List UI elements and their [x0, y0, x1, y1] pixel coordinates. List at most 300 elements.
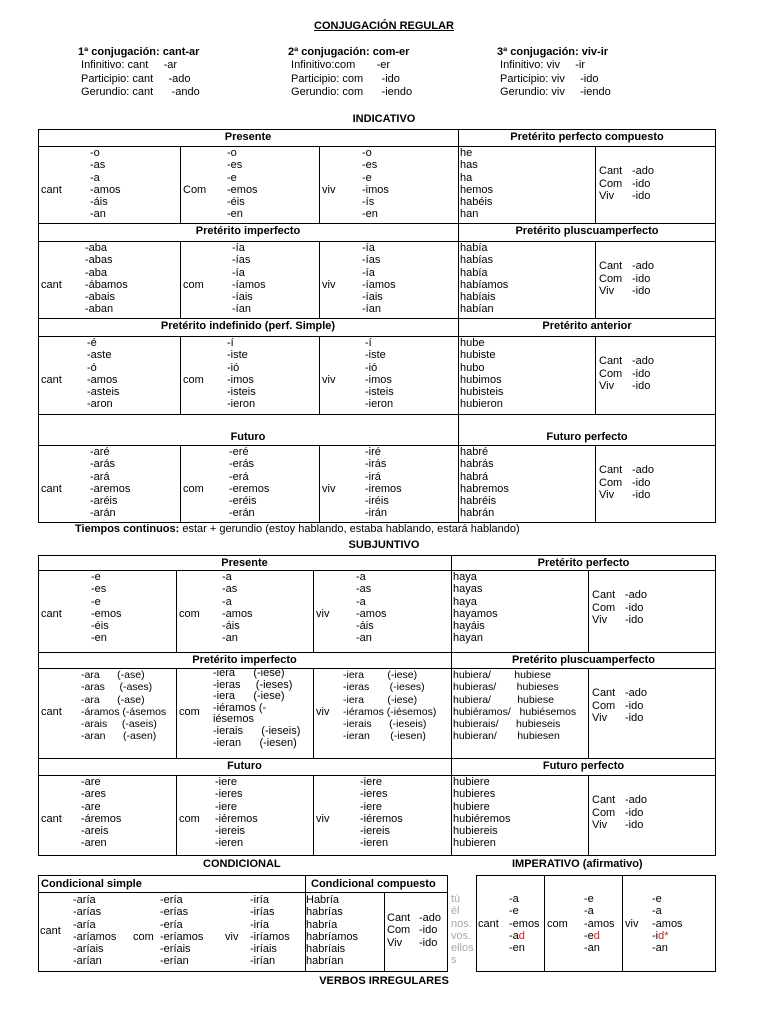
aux-verb-line: hayas — [453, 583, 483, 596]
ending-er-line: -eré — [229, 446, 249, 458]
ending-er-line: -iere — [215, 800, 238, 813]
participle-ending: -ado — [632, 260, 655, 273]
participle-row — [592, 687, 662, 699]
participle-row — [387, 924, 449, 936]
ending-ir-line: -ían — [362, 303, 381, 316]
tense-title: Futuro — [230, 431, 266, 443]
ending-ar — [85, 242, 128, 316]
ending-ir-line: -íamos — [362, 278, 396, 291]
ending-ir-line: -amos — [652, 917, 683, 930]
participle-row — [599, 190, 669, 202]
participle-stem: Com — [599, 367, 623, 380]
aux-verb-line: hubo — [460, 361, 485, 374]
col-divider — [180, 146, 181, 223]
participle-stem: Com — [592, 806, 616, 819]
aux-verb-line: hubiera/ hubiese — [453, 693, 554, 706]
col-divider — [319, 336, 320, 414]
ending-ar-line: -are — [81, 776, 101, 788]
participle-row — [592, 712, 662, 724]
col-divider — [180, 241, 181, 318]
participles — [387, 912, 449, 949]
ending-ar-line: -ábamos — [85, 278, 128, 291]
ending-er-line: -iere — [215, 776, 238, 788]
aux-verb-line: habré — [460, 446, 489, 458]
participle-ending: -ido — [625, 712, 644, 725]
conjugation-form-line: Participio: cant -ado — [78, 72, 191, 85]
block-divider — [38, 652, 716, 653]
col-divider — [319, 445, 320, 523]
ending-ar-line: -aran (-asen) — [81, 730, 157, 743]
ending-ir-line: -áis — [356, 620, 374, 633]
ending-er-line: -ieras (-ieses) — [213, 678, 293, 691]
col-divider — [180, 445, 181, 523]
tense-title-compound: Pretérito perfecto — [537, 557, 630, 569]
ending-ar-line: -é — [87, 337, 97, 349]
participle-stem: Viv — [387, 936, 403, 949]
ending-ir-line: -isteis — [365, 386, 394, 399]
participle-ending: -ido — [625, 699, 644, 712]
col-divider — [176, 775, 177, 856]
stem-er: com — [179, 812, 200, 825]
ending-ir-line: -a — [652, 905, 662, 918]
ending-ar-line: -aría — [73, 894, 96, 906]
participle-stem: Viv — [599, 380, 615, 393]
ending-ir-line: -iereis — [360, 825, 390, 838]
participle-stem: Cant — [599, 464, 623, 477]
aux-verb-line: hubiste — [460, 349, 496, 362]
aux-verb-line: habríais — [306, 943, 346, 956]
ending-er-line: -ieren — [215, 837, 244, 850]
ending-ir-line: -as — [356, 583, 372, 596]
participle-row — [592, 700, 662, 712]
ending-ar-line: -arían — [73, 955, 102, 968]
ending-er-line: -isteis — [227, 386, 256, 399]
ending-er-line: -eremos — [229, 482, 270, 495]
participle-row — [592, 614, 662, 626]
ending-er-line: -a — [222, 595, 232, 608]
aux-verb-line: hubiera/ hubiese — [453, 669, 552, 681]
ending-ar-line: -aba — [85, 242, 108, 254]
continuos-text: estar + gerundio (estoy hablando, estaba hablando, estará hablando) — [179, 523, 520, 535]
participle-stem: Cant — [592, 794, 616, 807]
aux-verb — [306, 894, 358, 968]
tense-title: Futuro — [227, 760, 262, 772]
aux-verb-line: hubieren — [453, 837, 496, 850]
ending-ar-line: -aron — [87, 398, 113, 411]
ending-er-line: -a — [222, 571, 232, 583]
ending-ir — [343, 669, 436, 743]
aux-verb-line: habréis — [460, 495, 497, 508]
participle-ending: -ado — [625, 794, 648, 807]
ending-ar-line: -a — [509, 893, 519, 905]
participle-row — [599, 260, 669, 272]
col-divider — [588, 775, 589, 856]
ending-ar — [81, 776, 121, 850]
participles — [599, 260, 669, 297]
tense-title-compound: Pretérito anterior — [542, 320, 632, 332]
stem-ar: cant — [41, 705, 62, 718]
continuos-note — [75, 523, 520, 535]
participle-ending: -ado — [632, 464, 655, 477]
stem-ir: viv — [316, 705, 330, 718]
ending-ar-line: -aremos — [90, 482, 131, 495]
ending-ir-line: -a — [356, 571, 366, 583]
col-divider — [176, 668, 177, 758]
ending-ar-line: -an — [90, 208, 106, 221]
ending-ar-line: -e — [509, 905, 519, 918]
ending-ir-line: -ías — [362, 254, 381, 267]
ending-er-line — [584, 930, 615, 942]
participles — [599, 355, 669, 392]
ending-ir — [356, 571, 387, 645]
tense-title: Pretérito indefinido (perf. Simple) — [160, 320, 336, 332]
ending-er — [232, 242, 266, 316]
participle-row — [599, 489, 669, 501]
ending-ar-line: -aste — [87, 349, 112, 362]
ending-ar-line: -arais (-aseis) — [81, 718, 157, 731]
col-divider — [319, 241, 320, 318]
ending-ir-line — [652, 930, 683, 942]
tense-title: Presente — [221, 557, 268, 569]
participle-row — [599, 285, 669, 297]
aux-verb — [453, 669, 576, 743]
ending-er-line: -an — [222, 632, 238, 645]
ending-er-line: -íais — [232, 291, 253, 304]
stem-ir: viv — [225, 930, 239, 943]
ending-ar-line: -as — [90, 159, 106, 172]
imperativo-persons-line: vos. — [451, 929, 472, 942]
aux-verb-line: habrías — [306, 906, 343, 919]
aux-verb-line: habrían — [306, 955, 344, 968]
ending-ar-line: -ara (-ase) — [81, 669, 145, 681]
ending-er-line: -ierais (-ieseis) — [213, 724, 301, 737]
aux-verb — [460, 446, 509, 520]
ending-ir-line: -ierais (-ieseis) — [343, 718, 427, 731]
stem-ir: viv — [322, 373, 336, 386]
ending-ar — [81, 669, 166, 743]
col-divider — [313, 570, 314, 652]
col-divider — [313, 775, 314, 856]
imperativo-heading: IMPERATIVO (afirmativo) — [512, 858, 643, 870]
ending-er-line: -erían — [160, 955, 189, 968]
aux-verb-line: habíais — [460, 291, 496, 304]
participle-ending: -ido — [632, 177, 651, 190]
aux-verb-line: haya — [453, 595, 477, 608]
ending-ar-line: -ara (-ase) — [81, 693, 145, 706]
ending-er — [584, 893, 615, 954]
participle-ending: -ido — [625, 601, 644, 614]
participle-ending: -ado — [632, 165, 655, 178]
ending-ar-line: -arías — [73, 906, 102, 919]
stem-er: com — [179, 607, 200, 620]
ending-er-line: -erán — [229, 507, 255, 520]
ending-ir-line: -iremos — [365, 482, 402, 495]
aux-verb-line: ha — [460, 171, 473, 184]
conjugation-form-line: Infinitivo:com -er — [288, 59, 391, 71]
imperativo-persons-line: nos. — [451, 917, 472, 930]
ending-ar-line: -áis — [90, 196, 108, 209]
tense-title: Presente — [224, 131, 272, 143]
tense-title-compound: Futuro perfecto — [546, 431, 628, 443]
imperativo-persons — [451, 893, 474, 967]
participle-stem: Com — [599, 177, 623, 190]
ending-ar — [90, 147, 121, 221]
aux-verb — [460, 147, 493, 221]
participle-row — [599, 464, 669, 476]
aux-verb-line: habrán — [460, 507, 495, 520]
aux-verb-line: habremos — [460, 482, 509, 495]
ending-er-line: -ía — [232, 242, 245, 254]
participle-stem: Viv — [599, 190, 615, 203]
ending-ir-line: -ía — [362, 242, 375, 254]
ending-ar — [509, 893, 540, 954]
ending-ir-line: -irá — [365, 470, 381, 483]
participle-row — [592, 807, 662, 819]
tense-title-compound: Futuro perfecto — [542, 760, 625, 772]
aux-verb-line: habéis — [460, 196, 493, 209]
block-divider — [38, 758, 716, 759]
ending-er-line: -iereis — [215, 825, 245, 838]
indicativo-heading: INDICATIVO — [352, 113, 416, 125]
ending-ar — [87, 337, 119, 411]
ending-er-line: -o — [227, 147, 237, 159]
ending-er-line: -eríamos — [160, 930, 204, 943]
ending-ir — [362, 242, 396, 316]
ending-ar-line: -ará — [90, 470, 110, 483]
aux-verb-line: hubiere — [453, 800, 490, 813]
ending-ir-line: -e — [652, 893, 662, 905]
participle-stem: Cant — [599, 260, 623, 273]
aux-verb-line: hubiereis — [453, 825, 498, 838]
ending-er-line: -en — [227, 208, 243, 221]
ending-ar-line: -éis — [91, 620, 109, 633]
ending-ir-line: -iere — [360, 776, 383, 788]
aux-verb-line: habías — [460, 254, 494, 267]
condicional-compuesto-title: Condicional compuesto — [311, 878, 436, 890]
ending-ir-line: -e — [362, 171, 372, 184]
ending-ir-line: -imos — [365, 373, 392, 386]
ending-er-line: -ías — [232, 254, 251, 267]
ending-er-line: -a — [584, 905, 594, 918]
aux-verb-line: habíamos — [460, 278, 509, 291]
condicional-simple-title: Condicional simple — [41, 878, 142, 890]
ending-ar-line: -e — [91, 595, 101, 608]
imperativo-divider — [544, 875, 545, 972]
conjugation-form-line: Gerundio: cant -ando — [78, 86, 200, 98]
ending-ar-line: -areis — [81, 825, 109, 838]
participle-row — [599, 273, 669, 285]
ending-ir-line: -ieran (-iesen) — [343, 730, 426, 743]
conjugation-form-line: Participio: viv -ido — [497, 72, 599, 85]
ending-ir-line: -an — [356, 632, 372, 645]
ending-ir-line: -ís — [362, 196, 375, 209]
aux-verb-line: hayan — [453, 632, 483, 645]
participle-ending: -ado — [419, 912, 442, 924]
ending-er-line: -iera (-iese) — [213, 667, 285, 679]
ending-ar-line: -abas — [85, 254, 113, 267]
imperativo-bottom — [476, 971, 716, 972]
block-divider — [38, 414, 716, 415]
participle-row — [599, 355, 669, 367]
stem-ar: cant — [41, 373, 62, 386]
ending-ir-line: -iríais — [250, 943, 277, 956]
participle-stem: Com — [592, 699, 616, 712]
vosotros-highlight: d — [593, 929, 600, 942]
ending-er-line: -imos — [227, 373, 254, 386]
ending-ir-line: -amos — [356, 607, 387, 620]
aux-verb-line: hubieras/ hubieses — [453, 681, 559, 694]
condicional-part-divider — [384, 892, 385, 972]
ending-ir-line: -ieren — [360, 837, 389, 850]
participle-row — [599, 368, 669, 380]
participle-ending: -ido — [632, 190, 651, 203]
stem-ir: viv — [625, 917, 639, 930]
participle-ending: -ido — [625, 806, 644, 819]
ending-ar — [90, 446, 130, 520]
ending-ar-line: -emos — [91, 607, 122, 620]
ending-er-line: -ieran (-iesen) — [213, 736, 297, 749]
subjuntivo-heading: SUBJUNTIVO — [348, 539, 420, 551]
participles — [599, 464, 669, 501]
ending-ir — [360, 776, 403, 850]
ending-ar-line: -o — [90, 147, 100, 159]
ending-er-line: -áis — [222, 620, 240, 633]
col-divider — [319, 146, 320, 223]
participle-stem: Com — [599, 272, 623, 285]
ending-ar-line: -aren — [81, 837, 107, 850]
ending-er-line: -ieron — [227, 398, 256, 411]
ending-ir-line: -iré — [365, 446, 381, 458]
ending-er — [215, 776, 258, 850]
ending-ar-line: -en — [509, 942, 525, 955]
aux-verb-line: hube — [460, 337, 485, 349]
participle-row — [387, 912, 449, 924]
table-center-divider — [451, 555, 452, 856]
participle-ending: -ado — [632, 355, 655, 368]
vosotros-highlight: d — [518, 929, 525, 942]
stem-er: com — [183, 482, 204, 495]
ending-ir-line: -iéramos (-iésemos) — [343, 705, 437, 718]
block-divider — [38, 223, 716, 224]
ending-ir — [365, 446, 402, 520]
aux-verb-line: hemos — [460, 183, 494, 196]
ending-ar — [73, 894, 116, 968]
aux-verb-line: hayáis — [453, 620, 485, 633]
ending-er — [213, 668, 300, 749]
imperativo-persons-line: él — [451, 905, 460, 918]
block-divider — [38, 318, 716, 319]
ending-er-line: -ió — [227, 361, 240, 374]
participle-stem: Com — [387, 924, 411, 937]
ending-er-line: -erás — [229, 458, 255, 471]
ending-ar-line: -arás — [90, 458, 116, 471]
ending-ir — [362, 147, 389, 221]
conjugation-form-line: Infinitivo: cant -ar — [78, 59, 178, 71]
ending-er-line: -éis — [227, 196, 245, 209]
participle-ending: -ido — [419, 924, 438, 937]
ending-ir-line: -an — [652, 942, 668, 955]
ending-ir-line: -iste — [365, 349, 386, 362]
ending-er-line: -an — [584, 942, 600, 955]
ending-ir-line: -iréis — [365, 495, 389, 508]
ending-ar-line: -a — [90, 171, 100, 184]
aux-verb-line: hubiéramos/ hubiésemos — [453, 705, 577, 718]
ending-ar-line: -aría — [73, 918, 96, 931]
ending-er-line: -ería — [160, 894, 183, 906]
ending-ir-line: -iría — [250, 894, 269, 906]
ending-ir-line: -irás — [365, 458, 387, 471]
ending-ar-line: -are — [81, 800, 101, 813]
ending-ar-line: -áremos — [81, 812, 122, 825]
tense-title-compound: Pretérito perfecto compuesto — [510, 131, 664, 143]
ending-ar-line: -aréis — [90, 495, 118, 508]
ending-ar-line: -aras (-ases) — [81, 681, 153, 694]
ending-ir-line: -ió — [365, 361, 378, 374]
participle-stem: Com — [599, 476, 623, 489]
participle-stem: Viv — [599, 285, 615, 298]
ending-er-line: -iera (-iese) — [213, 690, 285, 703]
imperativo-persons-line: tú — [451, 893, 461, 905]
stem-er: Com — [183, 183, 207, 196]
conjugation-heading: 2ª conjugación: com-er — [288, 46, 410, 58]
conjugation-form-line: Gerundio: com -iendo — [288, 86, 413, 98]
col-divider — [588, 668, 589, 758]
continuos-label: Tiempos continuos: — [75, 523, 180, 535]
ending-ir-line: -irías — [250, 906, 275, 919]
col-divider — [180, 336, 181, 414]
conjugation-heading: 1ª conjugación: cant-ar — [78, 46, 200, 58]
stem-er: com — [183, 278, 204, 291]
ending-er-line: iésemos — [213, 713, 254, 726]
participle-ending: -ido — [632, 367, 651, 380]
aux-verb-line: hubieres — [453, 788, 496, 801]
participle-row — [592, 819, 662, 831]
aux-verb-line: habríamos — [306, 930, 358, 943]
participle-ending: -ido — [632, 272, 651, 285]
ending-er-line: -ía — [232, 266, 245, 279]
aux-verb-line: hubierais/ hubieseis — [453, 718, 561, 731]
aux-verb — [453, 776, 510, 850]
participle-ending: -ido — [632, 476, 651, 489]
footer-heading: VERBOS IRREGULARES — [319, 975, 449, 987]
aux-verb-line: he — [460, 147, 473, 159]
participle-ending: -ido — [632, 380, 651, 393]
col-divider — [595, 445, 596, 523]
ending-er-line: -amos — [222, 607, 253, 620]
ending-er-line: -iéramos (- — [213, 701, 267, 714]
stem-ir: viv — [316, 607, 330, 620]
ending-ar-line: -asteis — [87, 386, 120, 399]
participle-ending: -ido — [632, 285, 651, 298]
stem-ar: cant — [41, 482, 62, 495]
ending-ar-line: -amos — [87, 373, 118, 386]
participle-row — [387, 937, 449, 949]
ending-ar — [91, 571, 122, 645]
conjugation-heading: 3ª conjugación: viv-ir — [497, 46, 609, 58]
conjugation-forms — [497, 59, 611, 100]
ending-er-line: -emos — [227, 183, 258, 196]
aux-verb-line: habían — [460, 303, 494, 316]
ending-ir-line: -en — [362, 208, 378, 221]
ending-er-line: -ería — [160, 918, 183, 931]
aux-verb-line: había — [460, 242, 488, 254]
ending-er-line: -iste — [227, 349, 248, 362]
aux-verb — [460, 242, 508, 316]
participle-stem: Viv — [599, 489, 615, 502]
ending-ir-line: -es — [362, 159, 378, 172]
participle-stem: Viv — [592, 712, 608, 725]
participle-stem: Cant — [599, 355, 623, 368]
